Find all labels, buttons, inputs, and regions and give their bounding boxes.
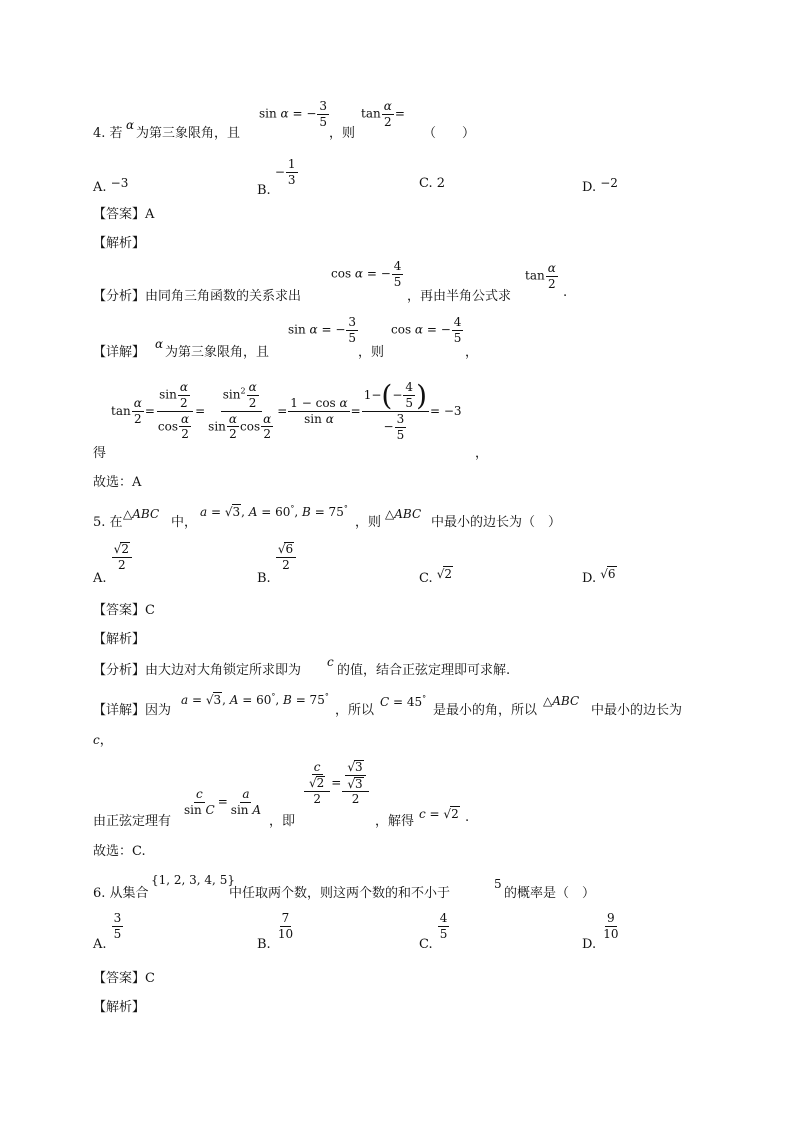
option-label: A. <box>93 936 107 952</box>
de-text: 得 <box>93 446 107 461</box>
math-triangle-abc: △ABC <box>543 694 580 708</box>
math-set: {1, 2, 3, 4, 5} <box>151 873 235 887</box>
xiangjie-text: 为第三象限角，且 <box>165 345 270 360</box>
math-c: c <box>327 655 334 669</box>
q4-option-b: B. − $\frac{1}{3}$ <box>257 157 296 198</box>
option-label: B. <box>257 182 271 198</box>
q5-option-d: D. √6 <box>582 567 616 586</box>
q5-stem <box>93 500 713 530</box>
comma: ， <box>465 345 479 360</box>
period: . <box>465 810 470 825</box>
xiangjie-text: 【详解】因为 <box>93 703 172 718</box>
q5-jiexi: 【解析】 <box>93 632 146 647</box>
math-triangle-abc: △ABC <box>123 507 160 521</box>
q4-option-c: C. 2 <box>419 176 446 191</box>
q5-fenxi <box>93 655 713 679</box>
math-c-result: c = √2 <box>419 807 459 821</box>
q4-stem-prefix: 4. 若 <box>93 126 123 141</box>
math-cos-alpha-eq: cos α = − $\frac{4}{5}$ <box>391 315 462 345</box>
q6-stem-prefix: 6. 从集合 <box>93 886 149 901</box>
q6-option-b: B. $\frac{7}{10}$ <box>257 911 294 952</box>
q4-guxuan: 故选：A <box>93 475 142 490</box>
q5-stem-then: ，则 <box>355 515 382 530</box>
option-label: A. <box>93 571 107 587</box>
q6-stem-end: 的概率是（ ） <box>504 886 596 901</box>
q5-xiangjie <box>93 690 713 720</box>
xiangjie-then: ，则 <box>358 345 385 360</box>
q5-option-c: C. √2 <box>419 567 453 586</box>
q6-option-d: D. $\frac{9}{10}$ <box>582 911 619 952</box>
math-triangle-abc: △ABC <box>385 507 422 521</box>
q6-stem <box>93 868 713 901</box>
option-label: B. <box>257 571 271 587</box>
q4-stem-mid: 为第三象限角，且 <box>136 126 241 141</box>
zhengxian-text: 由正弦定理有 <box>93 814 172 829</box>
option-label: B. <box>257 936 271 952</box>
fenxi-text: 【分析】由同角三角函数的关系求出 <box>93 289 302 304</box>
fenxi-text-2: ，再由半角公式求 <box>407 289 512 304</box>
comma: ， <box>475 446 489 461</box>
math-c-45: C = 45° <box>380 694 427 709</box>
math-cos-alpha-eq: cos α = − $\frac{4}{5}$ <box>331 259 402 289</box>
xiangjie-text-4: 中最小的边长为 <box>591 703 683 718</box>
math-alpha: α <box>126 118 135 132</box>
math-law-of-sines: $\frac{c}{\text{sin C}}$ = $\frac{a}{\text{sin A}}$ <box>184 787 262 817</box>
q5-option-a: A. $\frac{√2}{2}$ <box>93 542 133 571</box>
zhengxian-jiede: ，解得 <box>375 814 415 829</box>
math-tan-half-derivation: tan $\frac{\alpha}{2}$ = sin $\frac{\alpha}{2}$ cos $\frac{\alpha}{2}$ = $\sin^2$ $\frac{\alpha}{2}$ sin $\frac{\alpha}{2}$ cos $\frac{\alpha}{2}$ = $\frac{\text{1 − cos α}}{\text{sin α}}$ = 1−(− $\frac{4}{5}$ ) − $\frac{3}{5}$ = −3 <box>111 378 462 442</box>
math-given: a = √3, A = 60°, B = 75° <box>200 504 348 519</box>
q4-option-d: D. −2 <box>582 176 618 195</box>
option-label: C. <box>419 936 433 952</box>
math-law-of-sines-values: $\frac{\frac{c}{√2}}{2}$ = $\frac{\frac{√3}{√3}}{2}$ <box>303 760 370 806</box>
q4-answer: 【答案】A <box>93 207 155 222</box>
math-sin-alpha-eq: sin α = − $\frac{3}{5}$ <box>259 99 328 129</box>
q6-stem-mid: 中任取两个数，则这两个数的和不小于 <box>229 886 451 901</box>
period: . <box>563 285 568 300</box>
zhengxian-ji: ，即 <box>269 814 296 829</box>
q5-stem-end: 中最小的边长为（ ） <box>431 515 562 530</box>
math-alpha: α <box>155 337 164 351</box>
math-five: 5 <box>494 877 502 891</box>
q6-options <box>93 910 713 956</box>
math-given: a = √3, A = 60°, B = 75° <box>181 692 329 707</box>
q4-fenxi <box>93 258 713 302</box>
q6-answer: 【答案】C <box>93 971 155 986</box>
math-c: c <box>93 733 100 747</box>
q5-options <box>93 540 713 590</box>
fenxi-text: 【分析】由大边对大角锁定所求即为 <box>93 663 302 678</box>
q5-option-b: B. $\frac{√6}{2}$ <box>257 542 297 571</box>
q4-stem-then: ，则 <box>329 126 356 141</box>
comma: ， <box>99 733 113 748</box>
q5-guxuan: 故选：C. <box>93 844 146 859</box>
q4-jiexi: 【解析】 <box>93 236 146 251</box>
fenxi-text-2: 的值，结合正弦定理即可求解. <box>337 663 511 678</box>
q6-option-c: C. $\frac{4}{5}$ <box>419 911 448 952</box>
q5-c-line <box>93 729 113 748</box>
xiangjie-text-2: ，所以 <box>335 703 375 718</box>
option-label: D. <box>582 180 597 195</box>
xiangjie-label: 【详解】 <box>93 345 146 360</box>
math-tan-half-2: tan $\frac{\alpha}{2}$ <box>525 261 556 291</box>
q6-option-a: A. $\frac{3}{5}$ <box>93 911 122 952</box>
q4-option-a: A. −3 <box>93 176 129 195</box>
q5-stem-prefix: 5. 在 <box>93 515 123 530</box>
option-label: D. <box>582 936 597 952</box>
q4-xiangjie <box>93 314 713 360</box>
option-label: D. <box>582 571 597 586</box>
option-label: A. <box>93 180 107 195</box>
q5-answer: 【答案】C <box>93 603 155 618</box>
math-tan-half: tan $\frac{\alpha}{2}$ = <box>361 99 405 129</box>
q5-zhengxian <box>93 760 713 830</box>
q6-jiexi: 【解析】 <box>93 1000 146 1015</box>
option-label: C. <box>419 571 433 586</box>
q4-paren: （ ） <box>423 126 476 141</box>
math-sin-alpha-eq: sin α = − $\frac{3}{5}$ <box>288 315 357 345</box>
q4-derivation <box>93 368 713 460</box>
xiangjie-text-3: 是最小的角，所以 <box>433 703 538 718</box>
q4-options <box>93 150 713 198</box>
q5-stem-mid: 中， <box>171 515 198 530</box>
